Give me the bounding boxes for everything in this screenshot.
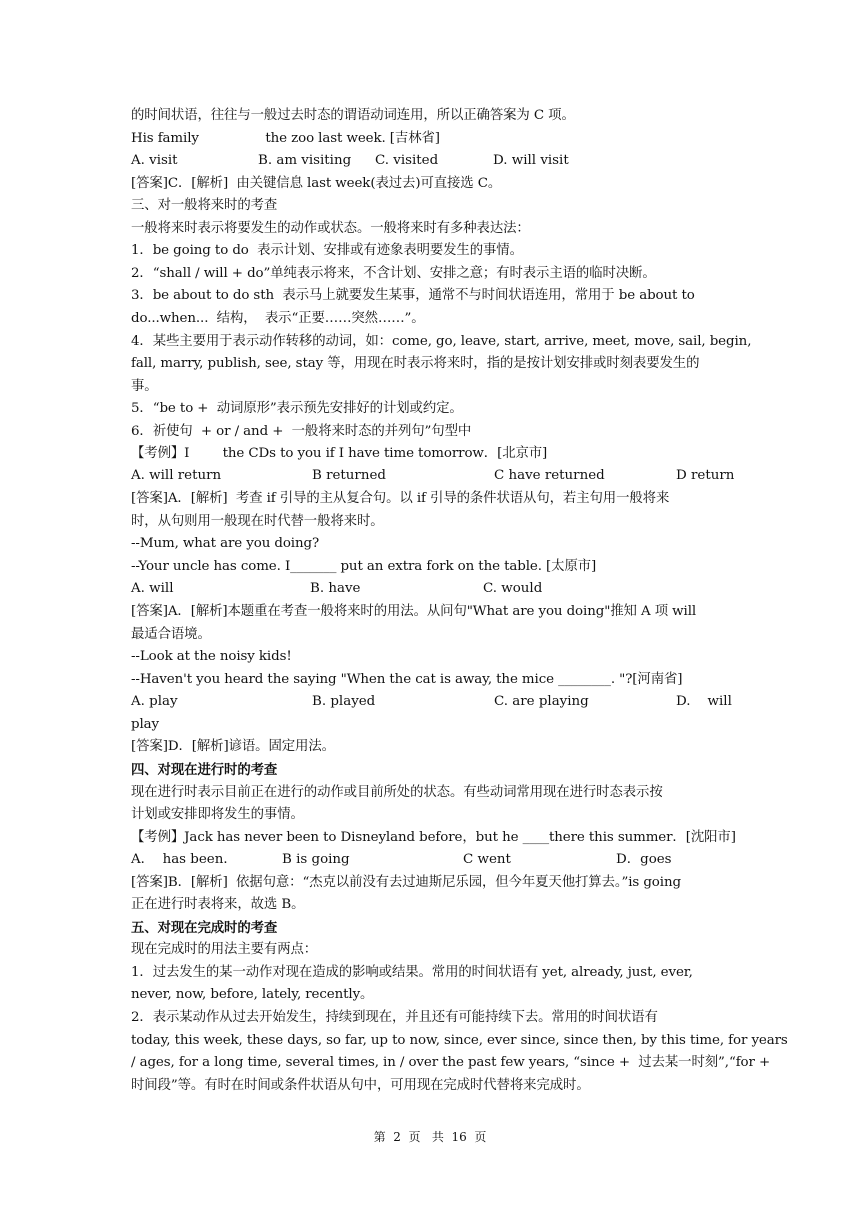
q1-option-b: B. am visiting xyxy=(258,153,352,168)
text-line: 三、对一般将来时的考查 xyxy=(131,198,278,213)
q4-option-b: B. played xyxy=(312,694,376,709)
text-line: fall, marry, publish, see, stay 等，用现在时表示将来时，指的是按计划安排或时刻表要发生的 xyxy=(131,356,700,371)
text-line: --Mum, what are you doing? xyxy=(131,536,320,551)
text-line: never, now, before, lately, recently。 xyxy=(131,987,374,1002)
q2-option-c: C have returned xyxy=(494,468,605,483)
text-line: 1．过去发生的某一动作对现在造成的影响或结果。常用的时间状语有 yet, already, just, ever, xyxy=(131,965,693,980)
text-line: 五、对现在完成时的考查 xyxy=(131,920,278,936)
text-line: 6．祈使句 + or / and + 一般将来时态的并列句”句型中 xyxy=(131,424,472,439)
text-line: --Look at the noisy kids! xyxy=(131,649,292,664)
text-line: [答案]D．[解析]谚语。固定用法。 xyxy=(131,739,335,754)
text-line: 时间段”等。有时在时间或条件状语从句中，可用现在完成时代替将来完成时。 xyxy=(131,1078,590,1093)
q3-option-a: A. will xyxy=(131,581,174,596)
q3-option-c: C. would xyxy=(483,581,543,596)
text-line: 2．“shall / will + do”单纯表示将来，不含计划、安排之意；有时表示主语的临时决断。 xyxy=(131,266,656,281)
text-line: 5．“be to + 动词原形”表示预先安排好的计划或约定。 xyxy=(131,401,463,416)
text-line: [答案]B．[解析] 依据句意：“杰克以前没有去过迪斯尼乐园，但今年夏天他打算去。”is going xyxy=(131,875,681,890)
text-line: 正在进行时表将来，故选 B。 xyxy=(131,897,305,912)
text-line: today, this week, these days, so far, up to now, since, ever since, since then, by this time, for years xyxy=(131,1033,788,1048)
text-line: 【考例】Jack has never been to Disneyland before，but he ____there this summer．[沈阳市] xyxy=(131,830,736,845)
text-line: 四、对现在进行时的考查 xyxy=(131,762,278,778)
q5-option-b: B is going xyxy=(282,852,350,867)
text-line: 3．be about to do sth 表示马上就要发生某事，通常不与时间状语连用，常用于 be about to xyxy=(131,288,695,303)
text-line: play xyxy=(131,717,160,732)
page-footer: 第 2 页 共 16 页 xyxy=(373,1130,487,1144)
q4-option-a: A. play xyxy=(131,694,178,709)
text-line: [答案]A．[解析] 考查 if 引导的主从复合句。以 if 引导的条件状语从句，若主句用一般将来 xyxy=(131,491,670,506)
q5-option-a: A． has been． xyxy=(131,852,237,867)
text-line: 现在完成时的用法主要有两点： xyxy=(131,942,318,957)
q4-option-c: C. are playing xyxy=(494,694,589,709)
text-line: [答案]A．[解析]本题重在考查一般将来时的用法。从问句"What are you doing"推知 A 项 will xyxy=(131,604,697,619)
q2-option-a: A. will return xyxy=(131,468,222,483)
text-line: 计划或安排即将发生的事情。 xyxy=(131,807,304,822)
q5-option-c: C went xyxy=(463,852,511,867)
q2-option-d: D return xyxy=(676,468,735,483)
text-line: --Your uncle has come. I_______ put an extra fork on the table. [太原市] xyxy=(131,559,597,574)
text-line: [答案]C．[解析] 由关键信息 last week(表过去)可直接选 C。 xyxy=(131,176,502,191)
text-line: 1．be going to do 表示计划、安排或有迹象表明要发生的事情。 xyxy=(131,243,523,258)
text-line: 最适合语境。 xyxy=(131,627,211,642)
text-line: 一般将来时表示将要发生的动作或状态。一般将来时有多种表达法： xyxy=(131,221,530,236)
text-line: 4．某些主要用于表示动作转移的动词，如：come, go, leave, start, arrive, meet, move, sail, begin, xyxy=(131,334,752,349)
q1-option-a: A. visit xyxy=(131,153,178,168)
text-line: do...when... 结构， 表示“正要……突然……”。 xyxy=(131,311,425,326)
text-line: 的时间状语，往往与一般过去时态的谓语动词连用，所以正确答案为 C 项。 xyxy=(131,108,575,123)
text-line: 事。 xyxy=(131,379,158,394)
text-line: / ages, for a long time, several times, in / over the past few years, “since + 过去某一时刻”,“for + xyxy=(131,1055,771,1070)
q1-option-c: C. visited xyxy=(375,153,439,168)
q1-option-d: D. will visit xyxy=(493,153,569,168)
q2-option-b: B returned xyxy=(312,468,386,483)
text-line: 时，从句则用一般现在时代替一般将来时。 xyxy=(131,514,384,529)
text-line: 2．表示某动作从过去开始发生，持续到现在，并且还有可能持续下去。常用的时间状语有 xyxy=(131,1010,658,1025)
q3-option-b: B. have xyxy=(310,581,361,596)
q4-option-d: D. will xyxy=(676,694,732,709)
text-line: 现在进行时表示目前正在进行的动作或目前所处的状态。有些动词常用现在进行时态表示按 xyxy=(131,785,663,800)
text-line: --Haven't you heard the saying "When the cat is away, the mice ________. "?[河南省] xyxy=(131,672,683,687)
text-line: 【考例】I the CDs to you if I have time tomorrow．[北京市] xyxy=(131,446,548,461)
text-line: His family the zoo last week. [吉林省] xyxy=(131,131,440,146)
q5-option-d: D．goes xyxy=(616,852,672,867)
